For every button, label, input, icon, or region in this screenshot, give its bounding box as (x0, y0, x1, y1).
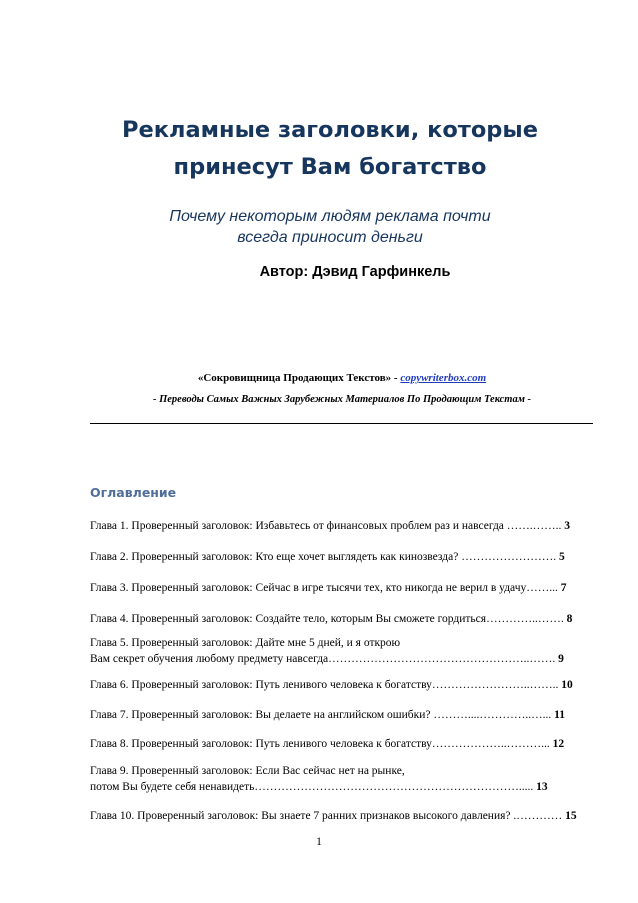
toc-entry-page: 13 (536, 781, 548, 793)
toc-entry-title: Глава 5. Проверенный заголовок: Дайте мне 5 дней, и я открою (90, 637, 401, 649)
toc-entry-page: 9 (558, 653, 564, 665)
toc-entry-title: Глава 9. Проверенный заголовок: Если Вас сейчас нет на рынке, (90, 765, 405, 777)
toc-entry-title: Глава 10. Проверенный заголовок: Вы знаете 7 ранних признаков высокого давления? (90, 810, 511, 822)
source-subtitle: - Переводы Самых Важных Зарубежных Материалов По Продающим Текстам - (152, 394, 532, 405)
toc-entry[interactable] (90, 707, 595, 723)
toc-entry-page: 7 (560, 582, 567, 594)
toc-entry-title: Глава 7. Проверенный заголовок: Вы делаете на английском ошибки? (90, 709, 431, 721)
toc-entry-leader: ……………………………………………..……. (328, 653, 559, 665)
toc-entry-title-cont: Вам секрет обучения любому предмету навсегда (90, 653, 329, 665)
toc-entry-page: 5 (558, 551, 565, 563)
author-line: Автор: Дэвид Гарфинкель (259, 264, 451, 280)
toc-entry[interactable] (90, 808, 595, 824)
toc-entry-leader: ………………..………... (431, 738, 553, 750)
page-number: 1 (316, 836, 322, 848)
toc-entry-title-cont: потом Вы будете себя ненавидеть (90, 781, 255, 793)
title-line-1: Рекламные заголовки, которые (121, 117, 539, 143)
toc-entry-title: Глава 1. Проверенный заголовок: Избавьтесь от финансовых проблем раз и навсегда (90, 520, 504, 532)
toc-entry[interactable] (90, 580, 595, 596)
source-link[interactable]: copywriterbox.com (400, 372, 487, 384)
source-line (92, 371, 592, 386)
toc-entry[interactable] (90, 611, 595, 627)
subtitle-line-2: всегда приносит деньги (237, 229, 423, 246)
toc-entry-leader: …………..……. (486, 613, 567, 625)
toc-entry-page: 12 (552, 738, 565, 750)
title-line-2: принесут Вам богатство (173, 154, 487, 180)
source-prefix: «Сокровищница Продающих Текстов» - (197, 372, 401, 384)
toc-entry-title: Глава 6. Проверенный заголовок: Путь ленивого человека к богатству (90, 679, 432, 691)
subtitle-line-1: Почему некоторым людям реклама почти (169, 208, 491, 225)
toc-entry-page: 11 (554, 709, 565, 721)
toc-entry-leader: .………… (510, 810, 566, 822)
toc-entry[interactable] (90, 635, 595, 667)
toc-entry[interactable] (90, 763, 595, 795)
toc-entry-leader: ……………………. (458, 551, 559, 563)
toc-entry-leader: ……... (526, 582, 561, 594)
toc-entry-title: Глава 3. Проверенный заголовок: Сейчас в игре тысячи тех, кто никогда не верил в удачу (90, 582, 527, 594)
horizontal-divider (90, 423, 593, 424)
toc-entry-leader: …….…….. (503, 520, 565, 532)
toc-entry[interactable] (90, 736, 595, 752)
toc-entry-leader: ……………………………………………………………..... (254, 781, 537, 793)
toc-entry-page: 3 (564, 520, 571, 532)
toc-entry[interactable] (90, 518, 595, 534)
toc-entry[interactable] (90, 549, 595, 565)
toc-entry-leader: ……………………..…….. (431, 679, 562, 691)
toc-entry-title: Глава 4. Проверенный заголовок: Создайте тело, которым Вы сможете гордиться (90, 613, 487, 625)
toc-entry-title: Глава 2. Проверенный заголовок: Кто еще хочет выглядеть как кинозвезда? (90, 551, 459, 563)
toc-entry-page: 10 (561, 679, 573, 691)
toc-entry-page: 15 (565, 810, 577, 822)
toc-entry-page: 8 (566, 613, 573, 625)
document-subtitle (130, 206, 530, 248)
toc-heading: Оглавление (90, 485, 177, 500)
toc-entry[interactable] (90, 677, 595, 693)
toc-entry-title: Глава 8. Проверенный заголовок: Путь ленивого человека к богатству (90, 738, 432, 750)
toc-entry-leader: ………....…………..…... (430, 709, 555, 721)
document-title (80, 112, 580, 186)
